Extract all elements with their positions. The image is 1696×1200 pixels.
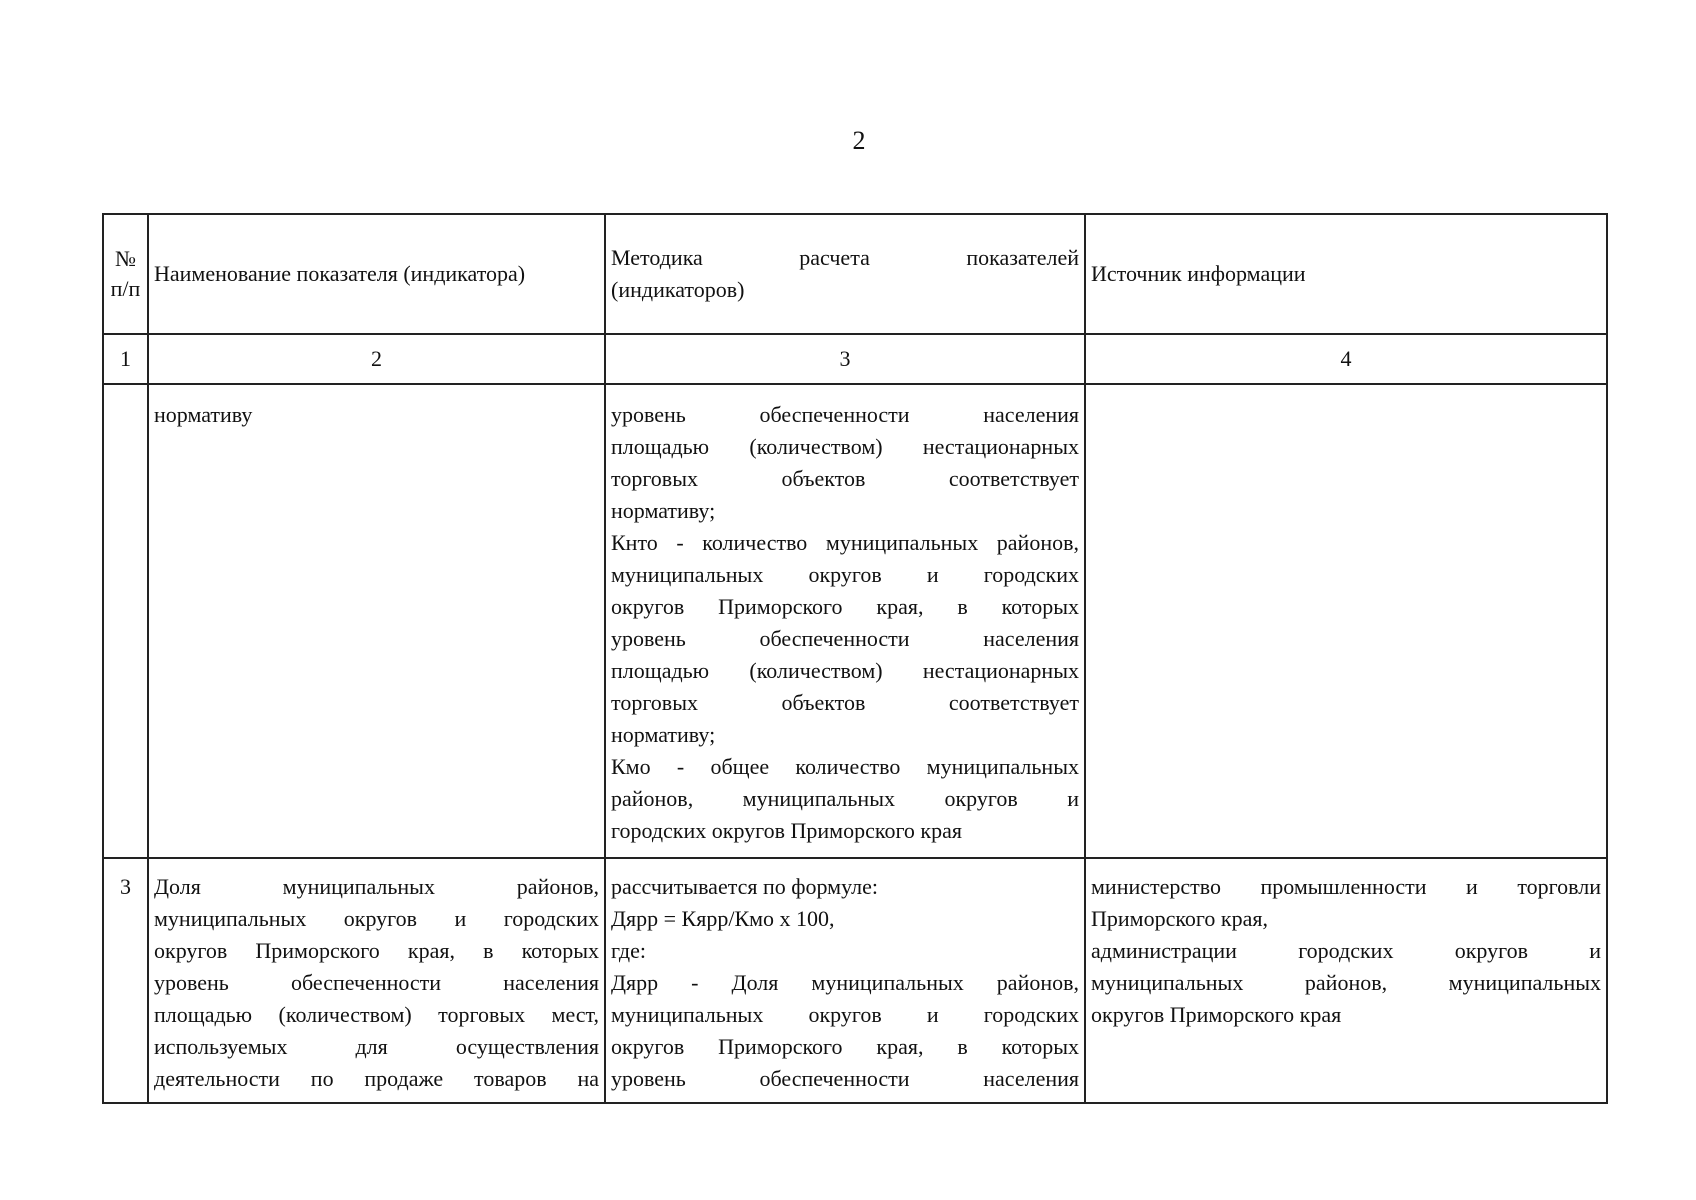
cell-text-line: торговых объектов соответствует <box>611 690 1079 715</box>
header-method-line: Методика расчета показателей <box>611 245 1079 270</box>
cell-text-line: районов, муниципальных округов и <box>611 786 1079 811</box>
cell-text-line: Кнто - количество муниципальных районов, <box>611 530 1079 555</box>
row-name-cell <box>148 858 605 1103</box>
table-row <box>103 858 1607 1103</box>
cell-text-line: Доля муниципальных районов, <box>154 874 599 899</box>
cell-text-line: нормативу; <box>611 722 716 747</box>
cell-text-line: администрации городских округов и <box>1091 938 1601 963</box>
table-header-row <box>103 214 1607 334</box>
cell-text-line: городских округов Приморского края <box>611 818 962 843</box>
row-name-cell <box>148 384 605 858</box>
cell-text-line: используемых для осуществления <box>154 1034 599 1059</box>
column-index-cell: 1 <box>103 334 148 384</box>
table-row <box>103 384 1607 858</box>
indicators-table <box>102 213 1608 1104</box>
cell-text-line: муниципальных округов и городских <box>611 562 1079 587</box>
cell-text-line: уровень обеспеченности населения <box>611 626 1079 651</box>
cell-text-line: уровень обеспеченности населения <box>154 970 599 995</box>
header-num: № п/п <box>103 214 148 334</box>
cell-text-line: нормативу; <box>611 498 716 523</box>
header-method <box>605 214 1085 334</box>
cell-text-line: уровень обеспеченности населения <box>611 1066 1079 1091</box>
cell-text-line: округов Приморского края, в которых <box>611 594 1079 619</box>
cell-text-line: где: <box>611 938 646 963</box>
cell-text-line: Дярр = Кярр/Кмо х 100, <box>611 906 835 931</box>
cell-text-line: округов Приморского края, в которых <box>154 938 599 963</box>
cell-text-line: Дярр - Доля муниципальных районов, <box>611 970 1079 995</box>
page-number: 2 <box>852 126 866 155</box>
cell-text-line: муниципальных районов, муниципальных <box>1091 970 1601 995</box>
row-num-cell: 3 <box>103 858 148 1103</box>
cell-text-line: Кмо - общее количество муниципальных <box>611 754 1079 779</box>
cell-text-line: рассчитывается по формуле: <box>611 874 878 899</box>
cell-text-line: нормативу <box>154 402 253 427</box>
cell-text-line: торговых объектов соответствует <box>611 466 1079 491</box>
column-index-row <box>103 334 1607 384</box>
header-name: Наименование показателя (индикатора) <box>148 214 605 334</box>
row-source-cell <box>1085 384 1607 858</box>
cell-text-line: Приморского края, <box>1091 906 1268 931</box>
row-method-cell <box>605 384 1085 858</box>
row-method-cell <box>605 858 1085 1103</box>
cell-text-line: площадью (количеством) торговых мест, <box>154 1002 599 1027</box>
cell-text-line: муниципальных округов и городских <box>154 906 599 931</box>
row-num-cell <box>103 384 148 858</box>
cell-text-line: округов Приморского края <box>1091 1002 1342 1027</box>
cell-text-line: министерство промышленности и торговли <box>1091 874 1601 899</box>
header-method-line: (индикаторов) <box>611 277 745 302</box>
column-index-cell: 3 <box>605 334 1085 384</box>
cell-text-line: площадью (количеством) нестационарных <box>611 658 1079 683</box>
header-source: Источник информации <box>1085 214 1607 334</box>
cell-text-line: муниципальных округов и городских <box>611 1002 1079 1027</box>
column-index-cell: 4 <box>1085 334 1607 384</box>
cell-text-line: округов Приморского края, в которых <box>611 1034 1079 1059</box>
cell-text-line: площадью (количеством) нестационарных <box>611 434 1079 459</box>
column-index-cell: 2 <box>148 334 605 384</box>
row-source-cell <box>1085 858 1607 1103</box>
cell-text-line: уровень обеспеченности населения <box>611 402 1079 427</box>
cell-text-line: деятельности по продаже товаров на <box>154 1066 599 1091</box>
